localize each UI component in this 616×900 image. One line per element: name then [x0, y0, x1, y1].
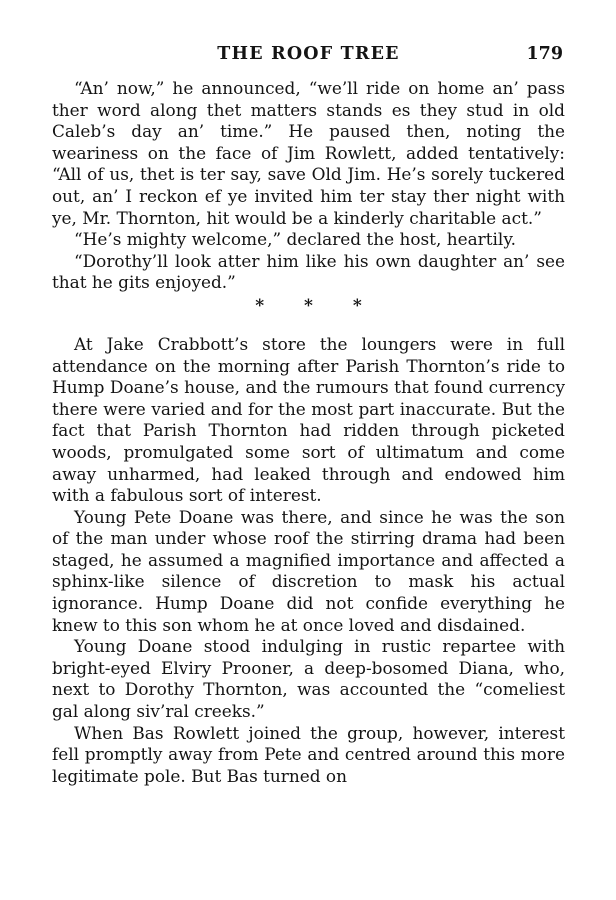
paragraph: Young Pete Doane was there, and since he was the son of the man under whose roof the stirring drama had been staged, he assumed a magnified importance and affected a sphinx-like silence of discretion to mask his actual ignorance. Hump Doane did not confide everything he knew to this son whom he at once loved and disdained. [52, 506, 565, 635]
paragraph: When Bas Rowlett joined the group, however, interest fell promptly away from Pete and centred around this more legitimate pole. But Bas turned on [52, 722, 565, 786]
running-title: THE ROOF TREE [217, 44, 400, 64]
asterisk: * [352, 295, 362, 316]
asterisk: * [304, 295, 313, 316]
asterisk: * [255, 295, 265, 316]
section-break [52, 294, 565, 334]
page-number: 179 [526, 44, 563, 64]
paragraph: “An’ now,” he announced, “we’ll ride on home an’ pass ther word along thet matters stands es they stud in old Caleb’s day an’ time.” He paused then, noting the weariness on the face of Jim Rowlett, added tentatively: “All of us, thet is ter say, save Old Jim. He’s sorely tuckered out, an’ I reckon ef ye invited him ter stay ther night with ye, Mr. Thornton, hit would be a kinderly charitable act.” [52, 78, 565, 228]
paragraph: “Dorothy’ll look atter him like his own daughter an’ see that he gits enjoyed.” [52, 250, 565, 293]
paragraph: At Jake Crabbott’s store the loungers were in full attendance on the morning after Parish Thornton’s ride to Hump Doane’s house, and the rumours that found currency there were varied and for the most part inaccurate. But the fact that Parish Thornton had ridden through picketed woods, promulgated some sort of ultimatum and come away unharmed, had leaked through and endowed him with a fabulous sort of interest. [52, 333, 565, 506]
page-header [52, 44, 565, 70]
book-page [52, 44, 565, 787]
paragraph: “He’s mighty welcome,” declared the host, heartily. [74, 229, 516, 250]
body-text [52, 78, 565, 787]
paragraph: Young Doane stood indulging in rustic repartee with bright-eyed Elviry Prooner, a deep-bosomed Diana, who, next to Dorothy Thornton, was accounted the “comeliest gal along siv’ral creeks.” [52, 636, 565, 722]
